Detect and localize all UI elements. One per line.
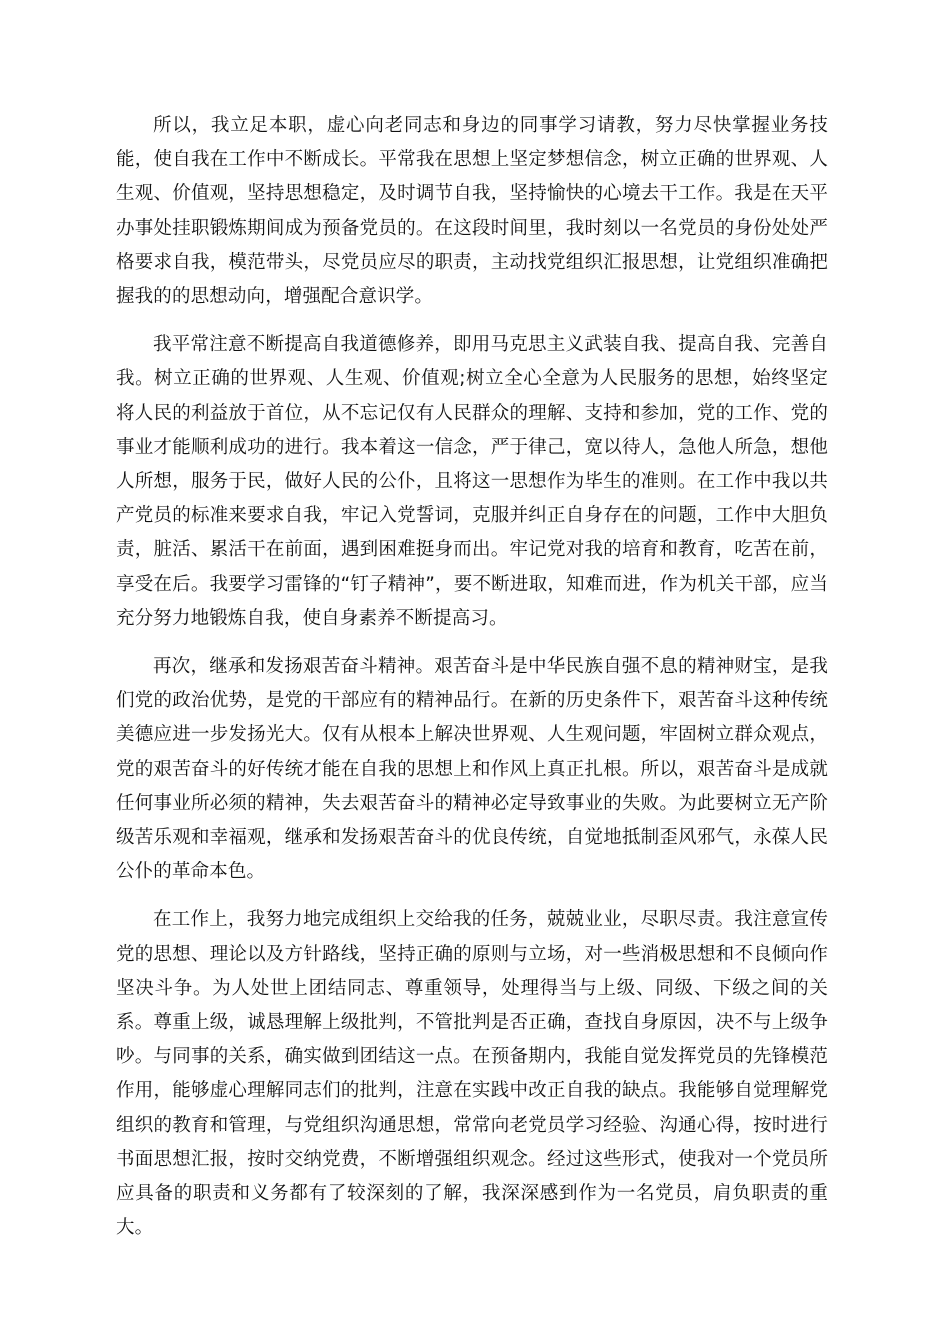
document-body — [116, 109, 828, 1260]
paragraph-3: 再次，继承和发扬艰苦奋斗精神。艰苦奋斗是中华民族自强不息的精神财宝，是我们党的政治优势，是党的干部应有的精神品行。在新的历史条件下，艰苦奋斗这种传统美德应进一步发扬光大。仅有从根本上解决世界观、人生观问题，牢固树立群众观点，党的艰苦奋斗的好传统才能在自我的思想上和作风上真正扎根。所以，艰苦奋斗是成就任何事业所必须的精神，失去艰苦奋斗的精神必定导致事业的失败。为此要树立无产阶级苦乐观和幸福观，继承和发扬艰苦奋斗的优良传统，自觉地抵制歪风邪气，永葆人民公仆的革命本色。 — [116, 656, 828, 883]
paragraph-2: 我平常注意不断提高自我道德修养，即用马克思主义武装自我、提高自我、完善自我。树立正确的世界观、人生观、价值观;树立全心全意为人民服务的思想，始终坚定将人民的利益放于首位，从不忘记仅有人民群众的理解、支持和参加，党的工作、党的事业才能顺利成功的进行。我本着这一信念，严于律己，宽以待人，急他人所急，想他人所想，服务于民，做好人民的公仆，且将这一思想作为毕生的准则。在工作中我以共产党员的标准来要求自我，牢记入党誓词，克服并纠正自身存在的问题，工作中大胆负责，脏活、累活干在前面，遇到困难挺身而出。牢记党对我的培育和教育，吃苦在前，享受在后。我要学习雷锋的“钉子精神”，要不断进取，知难而进，作为机关干部，应当充分努力地锻炼自我，使自身素养不断提高习。 — [116, 334, 828, 629]
paragraph-1: 所以，我立足本职，虚心向老同志和身边的同事学习请教，努力尽快掌握业务技能，使自我在工作中不断成长。平常我在思想上坚定梦想信念，树立正确的世界观、人生观、价值观，坚持思想稳定，及时调节自我，坚持愉快的心境去干工作。我是在天平办事处挂职锻炼期间成为预备党员的。在这段时间里，我时刻以一名党员的身份处处严格要求自我，模范带头，尽党员应尽的职责，主动找党组织汇报思想，让党组织准确把握我的的思想动向，增强配合意识学。 — [116, 115, 828, 308]
paragraph-4: 在工作上，我努力地完成组织上交给我的任务，兢兢业业，尽职尽责。我注意宣传党的思想、理论以及方针路线，坚持正确的原则与立场，对一些消极思想和不良倾向作坚决斗争。为人处世上团结同志、尊重领导，处理得当与上级、同级、下级之间的关系。尊重上级，诚恳理解上级批判，不管批判是否正确，查找自身原因，决不与上级争吵。与同事的关系，确实做到团结这一点。在预备期内，我能自觉发挥党员的先锋模范作用，能够虚心理解同志们的批判，注意在实践中改正自我的缺点。我能够自觉理解党组织的教育和管理，与党组织沟通思想，常常向老党员学习经验、沟通心得，按时进行书面思想汇报，按时交纳党费，不断增强组织观念。经过这些形式，使我对一个党员所应具备的职责和义务都有了较深刻的了解，我深深感到作为一名党员，肩负职责的重大。 — [116, 909, 828, 1239]
